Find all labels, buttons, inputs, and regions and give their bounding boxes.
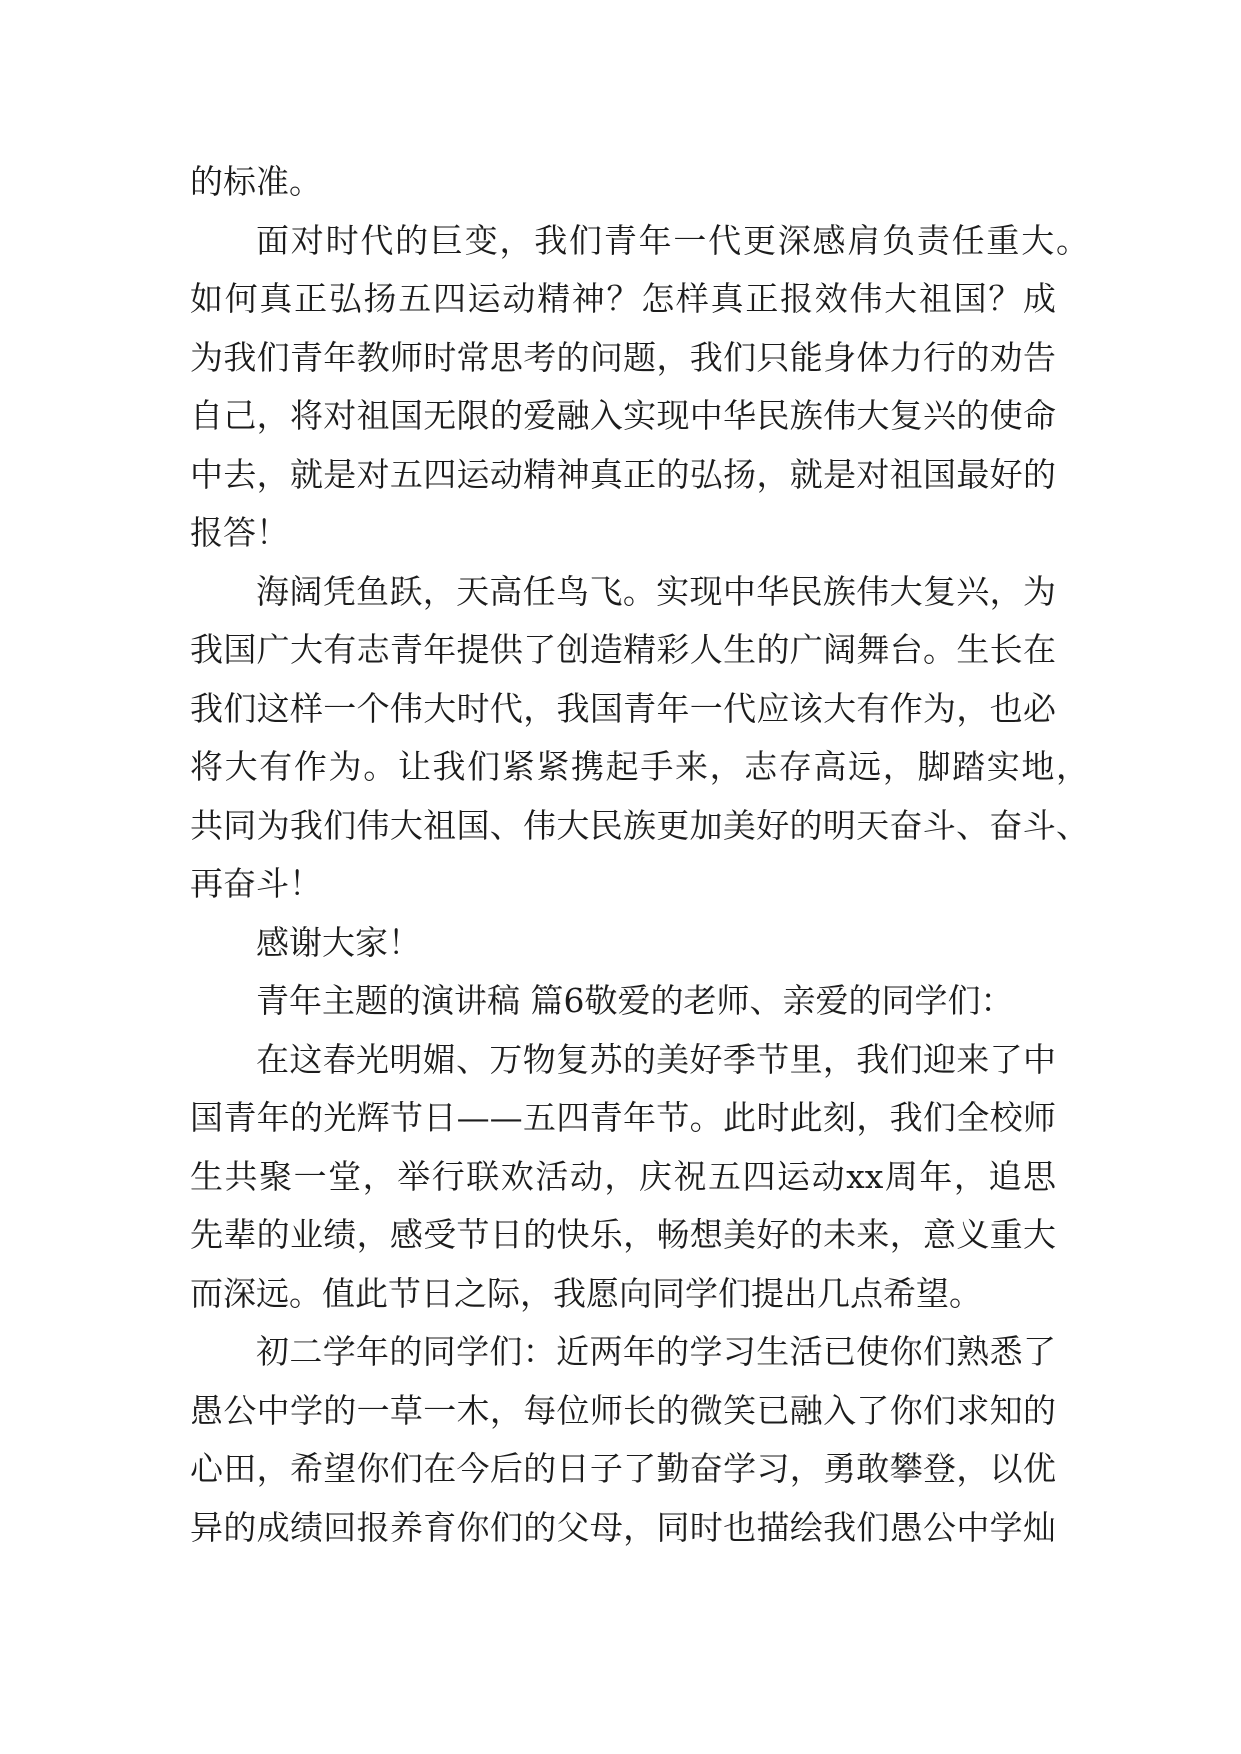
text-line: 将大有作为。让我们紧紧携起手来，志存高远，脚踏实地， [190, 747, 1089, 786]
text-line: 自己，将对祖国无限的爱融入实现中华民族伟大复兴的使命 [190, 396, 1056, 435]
paragraph [190, 1323, 1056, 1557]
text-line: 面对时代的巨变，我们青年一代更深感肩负责任重大。 [256, 220, 1089, 260]
text-line: 海阔凭鱼跃，天高任鸟飞。实现中华民族伟大复兴，为 [256, 571, 1056, 611]
text-line: 先辈的业绩，感受节日的快乐，畅想美好的未来，意义重大 [190, 1215, 1056, 1254]
paragraph [190, 563, 1089, 914]
text-line: 青年主题的演讲稿 篇6敬爱的老师、亲爱的同学们： [256, 981, 1014, 1020]
text-line: 共同为我们伟大祖国、伟大民族更加美好的明天奋斗、奋斗、 [190, 805, 1089, 845]
text-line: 在这春光明媚、万物复苏的美好季节里，我们迎来了中 [256, 1039, 1056, 1079]
text-line: 感谢大家！ [256, 922, 421, 962]
paragraph [190, 212, 1089, 563]
section-heading [190, 972, 1056, 1031]
text-line: 我们这样一个伟大时代，我国青年一代应该大有作为，也必 [190, 688, 1056, 728]
paragraph [190, 153, 1056, 212]
text-line: 中去，就是对五四运动精神真正的弘扬，就是对祖国最好的 [190, 454, 1056, 494]
text-line: 为我们青年教师时常思考的问题，我们只能身体力行的劝告 [190, 337, 1056, 377]
text-line: 我国广大有志青年提供了创造精彩人生的广阔舞台。生长在 [190, 630, 1056, 669]
text-line: 的标准。 [190, 162, 322, 201]
text-line: 初二学年的同学们：近两年的学习生活已使你们熟悉了 [256, 1332, 1056, 1371]
text-line: 报答！ [190, 513, 289, 552]
text-line: 而深远。值此节日之际，我愿向同学们提出几点希望。 [190, 1273, 982, 1313]
text-line: 再奋斗！ [190, 864, 322, 903]
document-body [190, 153, 1089, 1557]
text-line: 如何真正弘扬五四运动精神？怎样真正报效伟大祖国？成 [190, 279, 1056, 318]
paragraph [190, 914, 1056, 973]
text-line: 生共聚一堂，举行联欢活动，庆祝五四运动xx周年，追思 [190, 1156, 1056, 1196]
text-line: 心田，希望你们在今后的日子了勤奋学习，勇敢攀登，以优 [190, 1449, 1056, 1488]
text-line: 国青年的光辉节日——五四青年节。此时此刻，我们全校师 [190, 1098, 1056, 1137]
paragraph [190, 1031, 1056, 1324]
text-line: 异的成绩回报养育你们的父母，同时也描绘我们愚公中学灿 [190, 1507, 1056, 1547]
text-line: 愚公中学的一草一木，每位师长的微笑已融入了你们求知的 [190, 1390, 1056, 1430]
